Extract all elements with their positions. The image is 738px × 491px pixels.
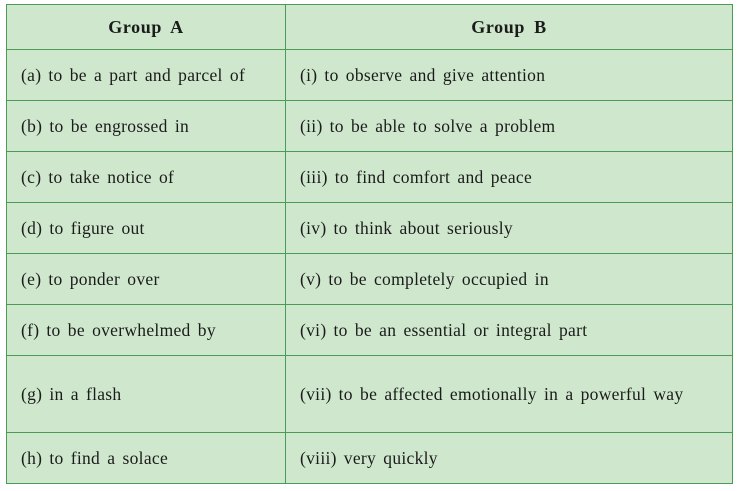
group-b-cell [286,152,733,203]
group-b-cell [286,254,733,305]
group-a-cell [7,433,286,484]
group-a-item-marker: (b) [21,115,43,136]
group-a-item-marker: (f) [21,319,40,340]
group-a-item-marker: (g) [21,383,43,404]
group-b-item-text: very quickly [343,447,438,468]
group-b-item-marker: (v) [300,268,322,289]
group-b-item-marker: (viii) [300,447,337,468]
group-b-item-marker: (vii) [300,383,332,404]
group-b-item-text: to be able to solve a problem [329,115,556,136]
column-header-group-a: Group A [7,5,286,50]
group-a-item-text: to take notice of [48,166,175,187]
table-row [7,356,733,433]
group-b-cell [286,433,733,484]
group-a-item-text: to be engrossed in [49,115,190,136]
group-a-item-text: to be a part and parcel of [48,64,246,85]
group-b-item-marker: (iv) [300,217,327,238]
group-b-cell [286,50,733,101]
group-a-cell [7,254,286,305]
group-a-cell [7,305,286,356]
group-a-item-marker: (a) [21,64,42,85]
group-a-item-marker: (d) [21,217,43,238]
group-b-cell [286,305,733,356]
group-a-item-marker: (h) [21,447,43,468]
table-header-row [7,5,733,50]
group-b-item-marker: (iii) [300,166,328,187]
group-a-cell [7,101,286,152]
table-row [7,254,733,305]
table-row [7,203,733,254]
table-row [7,101,733,152]
group-b-item-text: to be an essential or integral part [333,319,588,340]
group-a-item-text: to figure out [49,217,145,238]
group-b-cell [286,203,733,254]
group-a-item-marker: (c) [21,166,42,187]
group-a-item-marker: (e) [21,268,42,289]
group-a-cell [7,152,286,203]
group-b-cell [286,101,733,152]
table-body [7,50,733,484]
table-row [7,305,733,356]
table-row [7,50,733,101]
table-row [7,152,733,203]
group-b-item-text: to be completely occupied in [328,268,549,289]
group-a-item-text: to be overwhelmed by [46,319,216,340]
group-b-item-text: to observe and give attention [324,64,546,85]
column-header-group-b: Group B [286,5,733,50]
table-header [7,5,733,50]
group-a-cell [7,203,286,254]
group-b-item-marker: (i) [300,64,318,85]
group-a-cell [7,50,286,101]
table-row [7,433,733,484]
group-b-item-marker: (vi) [300,319,327,340]
group-b-item-text: to be affected emotionally in a powerful way [338,383,684,404]
group-b-item-text: to find comfort and peace [334,166,533,187]
group-b-item-text: to think about seriously [333,217,513,238]
group-b-item-marker: (ii) [300,115,323,136]
group-b-cell [286,356,733,433]
group-a-item-text: in a flash [49,383,122,404]
group-a-item-text: to find a solace [49,447,169,468]
group-a-item-text: to ponder over [48,268,160,289]
group-a-cell [7,356,286,433]
match-the-following-table [6,4,733,484]
